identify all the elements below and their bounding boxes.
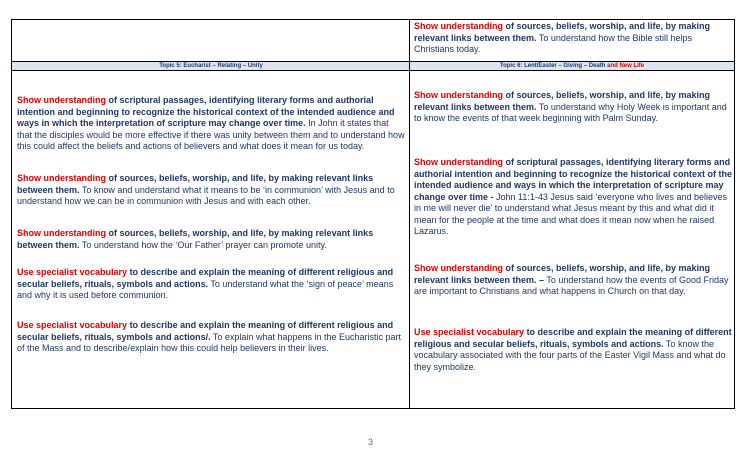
left-objective-2 bbox=[17, 173, 405, 208]
right-objective-3 bbox=[414, 263, 732, 298]
objective-detail: To understand how the Bible still helps Christians today. bbox=[414, 32, 692, 54]
right-objective-2 bbox=[414, 157, 732, 238]
topic-5-title: Topic 5: Eucharist – Relating – Unity bbox=[159, 63, 263, 69]
right-objective-4 bbox=[414, 327, 732, 373]
objective-label: Show understanding bbox=[414, 21, 503, 31]
left-objective-5 bbox=[17, 320, 405, 355]
objective-detail: To know the vocabulary associated with the four parts of the Easter Vigil Mass and what do they symbolize. bbox=[414, 338, 726, 372]
objective-detail: John 11:1-43 Jesus said ‘everyone who lives and believes in me will never die’ to understand what Jesus meant by this and what did it mean for the people at the time and what does it mean now when he raised Lazarus. bbox=[414, 191, 728, 236]
objective-label: Show understanding bbox=[414, 263, 503, 273]
left-objective-3 bbox=[17, 228, 405, 251]
objective-text: of sources, beliefs, worship, and life, by making relevant links between them. bbox=[414, 90, 711, 112]
objective-text: of sources, beliefs, worship, and life, by making relevant links between them. bbox=[17, 173, 374, 195]
objective-label: Show understanding bbox=[17, 228, 106, 238]
objective-text: of sources, beliefs, worship, and life, by making relevant links between them. – bbox=[414, 263, 711, 285]
objective-text: to describe and explain the meaning of different religious and secular beliefs, rituals, symbols and actions. bbox=[414, 327, 732, 349]
objective-text: to describe and explain the meaning of different religious and secular beliefs, rituals, symbols and actions/. bbox=[17, 320, 394, 342]
top-right-text bbox=[414, 21, 732, 56]
objective-text: of scriptural passages, identifying literary forms and authorial intention and beginning to recognize the historical context of the intended audience and ways in which the interpretation of scripture may change over time. bbox=[17, 95, 395, 128]
topic-6-header bbox=[409, 62, 735, 71]
objective-label: Show understanding bbox=[17, 173, 106, 183]
objective-text: of sources, beliefs, worship, and life, by making relevant links between them. bbox=[17, 228, 374, 250]
objective-detail: To understand how the ‘Our Father’ prayer can promote unity. bbox=[79, 239, 327, 250]
objective-detail: To understand what the ‘sign of peace’ means and why it is used before communion. bbox=[17, 278, 394, 300]
objective-label: Use specialist vocabulary bbox=[17, 320, 128, 330]
top-left-cell bbox=[11, 19, 410, 62]
objective-detail: To understand how the events of Good Friday are important to Christians and what happens in Church on that day. bbox=[414, 274, 729, 296]
topic-6-title-highlight: and New Life bbox=[607, 63, 645, 69]
objective-detail: In John it states that that the disciples would be more effective if there was unity between them and to understand how this could affect the beliefs and actions of believers and what does it mean for us today. bbox=[17, 118, 405, 151]
objective-label: Use specialist vocabulary bbox=[414, 327, 525, 337]
objective-label: Show understanding bbox=[414, 90, 503, 100]
objective-label: Show understanding bbox=[414, 157, 503, 167]
page-number: 3 bbox=[367, 437, 373, 447]
objective-text: of sources, beliefs, worship, and life, by making relevant links between them. bbox=[414, 21, 711, 43]
objective-detail: To explain what happens in the Eucharistic part of the Mass and to describe/explain how this could help believers in their lives. bbox=[17, 331, 402, 353]
left-objective-1 bbox=[17, 95, 405, 153]
objective-detail: To know and understand what it means to be ‘in communion’ with Jesus and to understand how we can be in communion with Jesus and with each other. bbox=[17, 184, 395, 206]
objective-text: to describe and explain the meaning of different religious and secular beliefs, rituals, symbols and actions. bbox=[17, 267, 394, 289]
right-objective-1 bbox=[414, 90, 732, 125]
objective-label: Show understanding bbox=[17, 95, 106, 105]
left-objective-4 bbox=[17, 267, 405, 302]
objective-text: of scriptural passages, identifying literary forms and authorial intention and beginning to recognize the historical context of the intended audience and ways in which the interpretation of scripture may change over time - bbox=[414, 157, 733, 202]
objective-detail: To understand why Holy Week is important and to know the events of that week beginning with Palm Sunday. bbox=[414, 101, 727, 123]
topic-5-header bbox=[11, 62, 410, 71]
objective-label: Use specialist vocabulary bbox=[17, 267, 128, 277]
topic-6-title: Topic 6: Lent/Easter – Giving – Death bbox=[499, 63, 608, 69]
